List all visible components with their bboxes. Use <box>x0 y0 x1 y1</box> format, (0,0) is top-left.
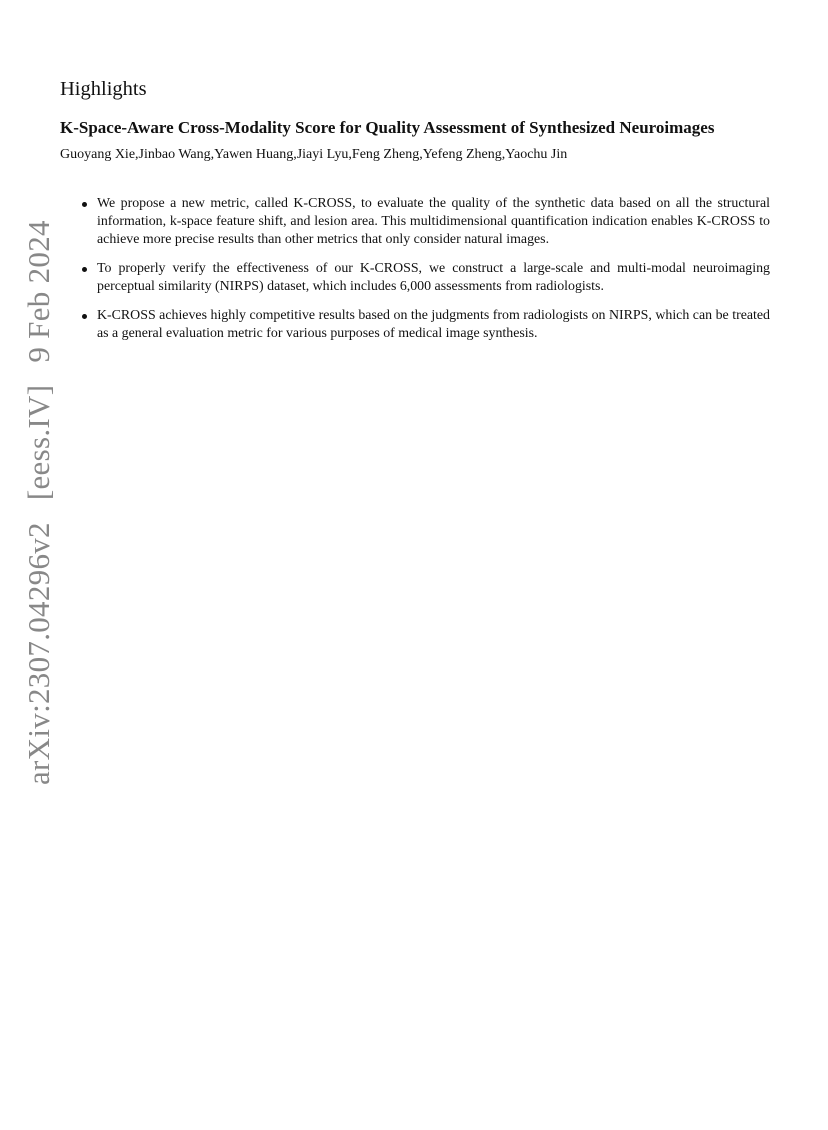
arxiv-category: [eess.IV] <box>21 384 56 501</box>
highlights-heading: Highlights <box>60 78 147 100</box>
highlight-item <box>80 195 770 249</box>
paper-title: K-Space-Aware Cross-Modality Score for Quality Assessment of Synthesized Neuroimages <box>60 118 715 137</box>
arxiv-date: 9 Feb 2024 <box>21 220 56 363</box>
arxiv-side-identifier <box>23 220 54 785</box>
bullet-icon <box>82 267 87 272</box>
bullet-icon <box>82 202 87 207</box>
highlight-text: To properly verify the effectiveness of our K-CROSS, we construct a large-scale and multi-modal neuroimaging perceptual similarity (NIRPS) dataset, which includes 6,000 assessments from radiologists. <box>97 261 770 294</box>
arxiv-id: arXiv:2307.04296v2 <box>21 522 56 785</box>
highlight-text: We propose a new metric, called K-CROSS, to evaluate the quality of the synthetic data based on all the structural information, k-space feature shift, and lesion area. This multidimensional quantification indication enables K-CROSS to achieve more precise results than other metrics that only consider natural images. <box>97 196 770 247</box>
highlight-text: K-CROSS achieves highly competitive results based on the judgments from radiologists on NIRPS, which can be treated as a general evaluation metric for various purposes of medical image synthesis. <box>97 308 770 341</box>
highlights-list <box>80 195 770 354</box>
highlight-item <box>80 260 770 296</box>
highlight-item <box>80 307 770 343</box>
bullet-icon <box>82 314 87 319</box>
author-list: Guoyang Xie,Jinbao Wang,Yawen Huang,Jiayi Lyu,Feng Zheng,Yefeng Zheng,Yaochu Jin <box>60 147 568 162</box>
